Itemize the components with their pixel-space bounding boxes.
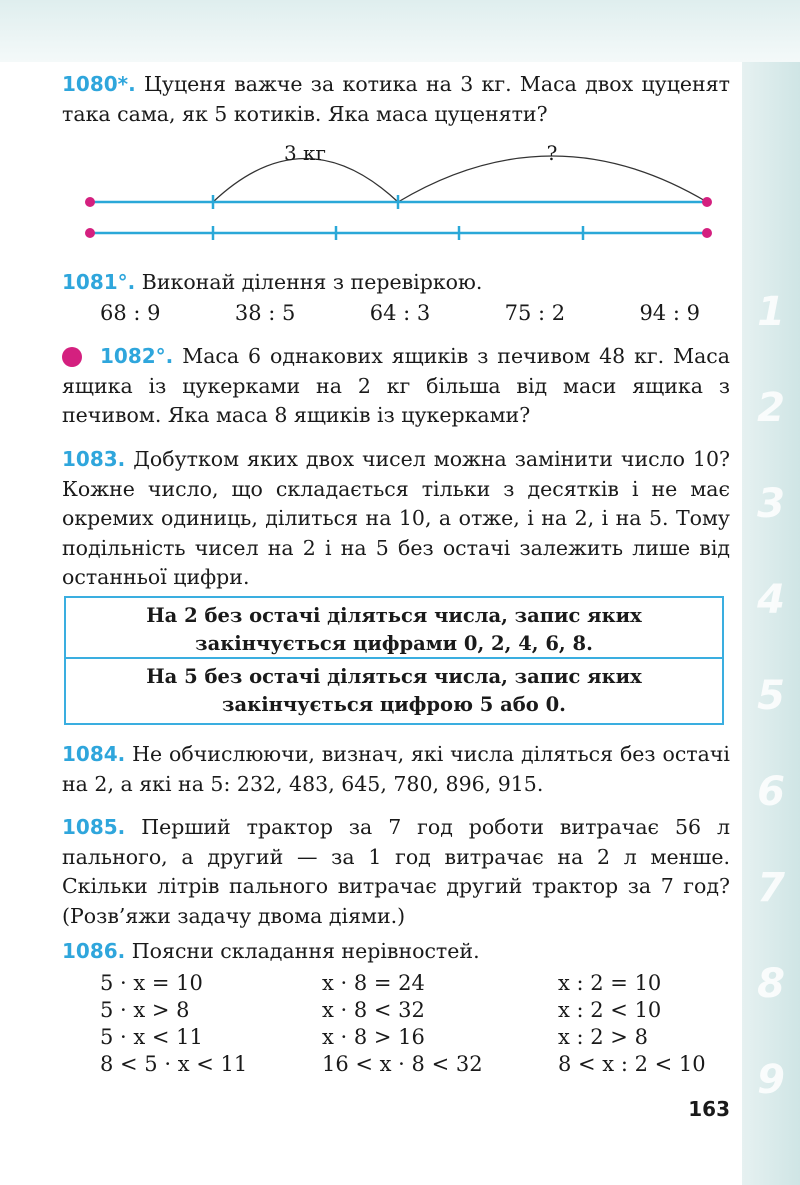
endpoint-dot xyxy=(85,228,95,238)
problem-number: 1080*. xyxy=(62,72,136,96)
inequality-column xyxy=(322,970,483,1078)
inequality: x : 2 = 10 xyxy=(558,971,662,995)
problem-number: 1085. xyxy=(62,815,126,839)
side-tab: 4 xyxy=(757,577,785,623)
side-tab: 7 xyxy=(757,865,785,911)
side-tab: 6 xyxy=(757,769,785,815)
expression: 94 : 9 xyxy=(639,301,700,325)
problem-text: Цуценя важче за котика на 3 кг. Маса двох цуценят така сама, як 5 котиків. Яка маса цуценяти? xyxy=(62,72,730,126)
label-unknown: ? xyxy=(546,141,558,165)
problem-1086 xyxy=(62,937,730,967)
problem-number: 1084. xyxy=(62,742,126,766)
inequality: 5 · x = 10 xyxy=(100,971,203,995)
problem-number: 1082°. xyxy=(100,344,174,368)
endpoint-dot xyxy=(702,197,712,207)
page-number: 163 xyxy=(688,1097,730,1121)
endpoint-dot xyxy=(85,197,95,207)
arc-difference xyxy=(213,159,398,203)
label-difference: 3 кг xyxy=(283,141,327,165)
expression: 38 : 5 xyxy=(234,301,296,325)
inequality: x : 2 < 10 xyxy=(558,998,662,1022)
problem-1084 xyxy=(62,740,730,799)
expression: 64 : 3 xyxy=(369,301,431,325)
inequality: 5 · x < 11 xyxy=(100,1025,203,1049)
problem-text: Маса 6 однакових ящиків з печивом 48 кг. Маса ящика із цукерками на 2 кг більша від маси ящика з печивом. Яка маса 8 ящиків із цукерками? xyxy=(62,344,730,427)
division-expressions xyxy=(100,301,700,325)
side-tab: 5 xyxy=(757,673,785,719)
problem-text: Не обчислюючи, визнач, які числа діляться без остачі на 2, а які на 5: 232, 483, 645, 780, 896, 915. xyxy=(62,742,730,796)
inequality: x · 8 < 32 xyxy=(322,998,425,1022)
segment-diagram xyxy=(0,0,800,260)
inequality: 16 < x · 8 < 32 xyxy=(322,1052,483,1076)
problem-number: 1086. xyxy=(62,939,126,963)
inequality: x · 8 > 16 xyxy=(322,1025,425,1049)
problem-1085 xyxy=(62,813,730,931)
side-tab: 9 xyxy=(757,1057,785,1103)
problem-1081 xyxy=(62,268,730,298)
problem-text: Перший трактор за 7 год роботи витрачає 56 л пального, а другий — за 1 год витрачає на 2 л менше. Скільки літрів пального витрачає другий трактор за 7 год? (Розв’яжи задачу двома діями.) xyxy=(62,815,730,928)
inequality: 8 < 5 · x < 11 xyxy=(100,1052,248,1076)
inequality: x : 2 > 8 xyxy=(558,1025,648,1049)
endpoint-dot xyxy=(702,228,712,238)
inequality-column xyxy=(100,970,247,1078)
problem-text: Поясни складання нерівностей. xyxy=(131,939,480,963)
side-tab: 1 xyxy=(757,289,785,335)
problem-number: 1081°. xyxy=(62,270,136,294)
inequality: 8 < x : 2 < 10 xyxy=(558,1052,706,1076)
problem-1082 xyxy=(62,342,730,431)
side-tab: 2 xyxy=(757,385,785,431)
inequality-column xyxy=(558,970,706,1078)
inequality: 5 · x > 8 xyxy=(100,998,190,1022)
side-tab: 8 xyxy=(757,961,785,1007)
problem-number: 1083. xyxy=(62,447,126,471)
problem-text: Виконай ділення з перевіркою. xyxy=(141,270,483,294)
problem-text: Добутком яких двох чисел можна замінити число 10? Кожне число, що складається тільки з десятків і не має окремих одиниць, ділиться на 10, а отже, і на 2, і на 5. Тому подільність чисел на 2 і на 5 без остачі залежить лише від останньої цифри. xyxy=(62,447,730,589)
problem-1083 xyxy=(62,445,730,593)
rule-box-divisible-by-5: На 5 без остачі діляться числа, запис яких закінчується цифрою 5 або 0. xyxy=(64,659,724,725)
expression: 75 : 2 xyxy=(504,301,566,325)
rule-box-divisible-by-2: На 2 без остачі діляться числа, запис яких закінчується цифрами 0, 2, 4, 6, 8. xyxy=(64,596,724,659)
expression: 68 : 9 xyxy=(100,301,161,325)
side-tab: 3 xyxy=(757,481,785,527)
inequality: x · 8 = 24 xyxy=(322,971,425,995)
